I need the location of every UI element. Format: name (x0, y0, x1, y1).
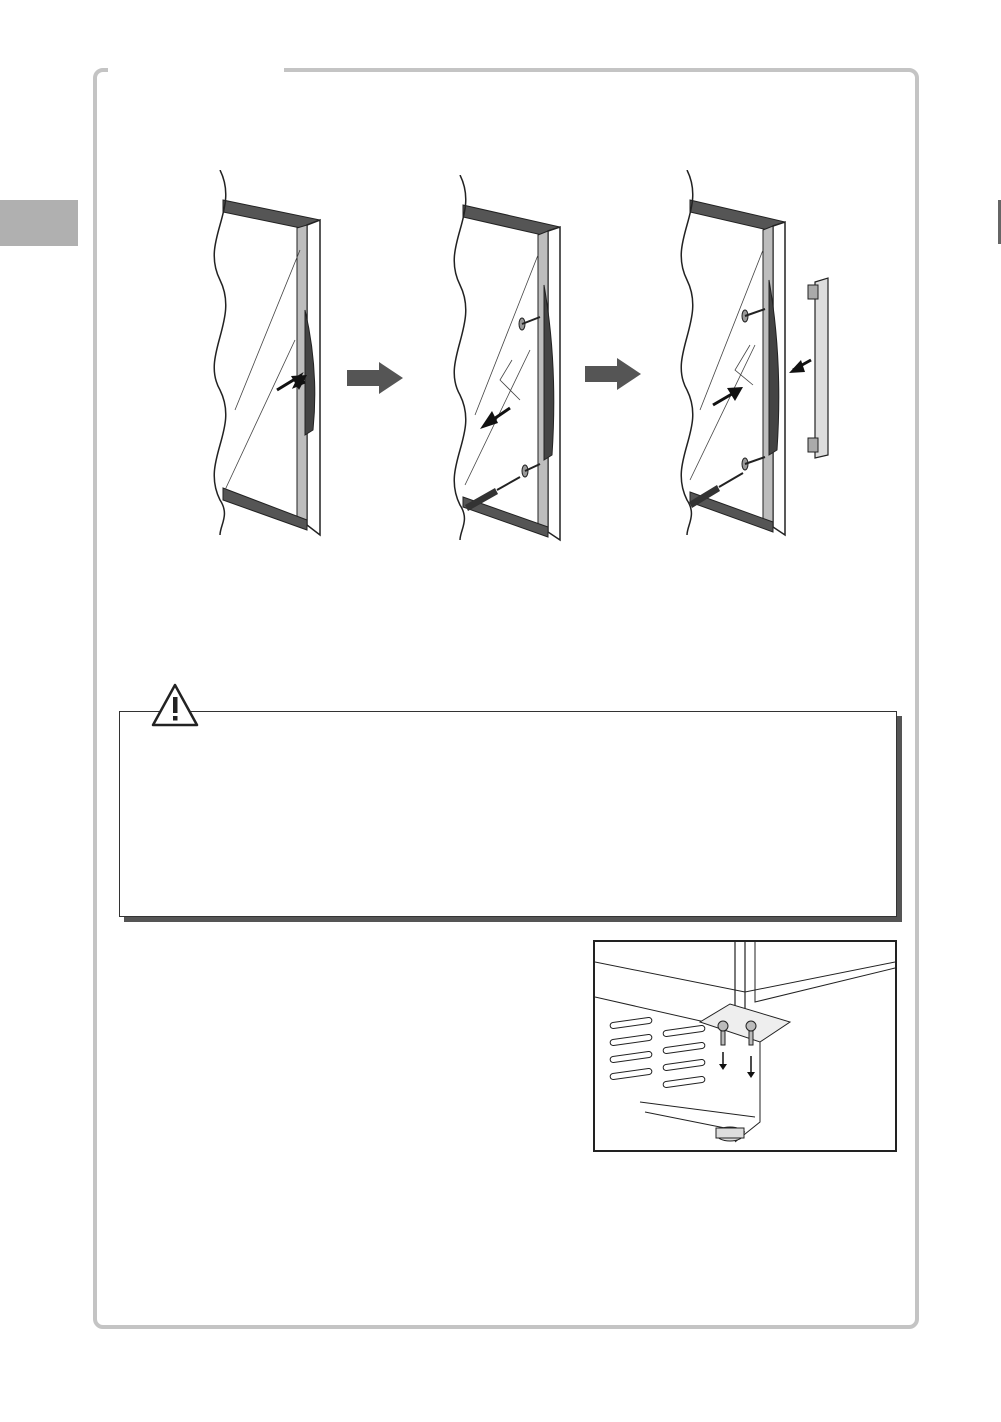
leg-detail-drawing (595, 942, 895, 1150)
section-side-tab (0, 200, 78, 246)
warning-triangle-icon (151, 683, 199, 727)
door-step-insert-screws-illustration (440, 175, 570, 545)
warning-box (119, 711, 897, 917)
door-step-remove-gasket-illustration (195, 170, 335, 540)
door-step-attach-handle-illustration (665, 170, 845, 540)
right-arrow-icon (345, 360, 405, 396)
adjustable-leg-detail-illustration (593, 940, 897, 1152)
frame-heading-gap (108, 62, 284, 78)
right-arrow-icon (583, 356, 643, 392)
